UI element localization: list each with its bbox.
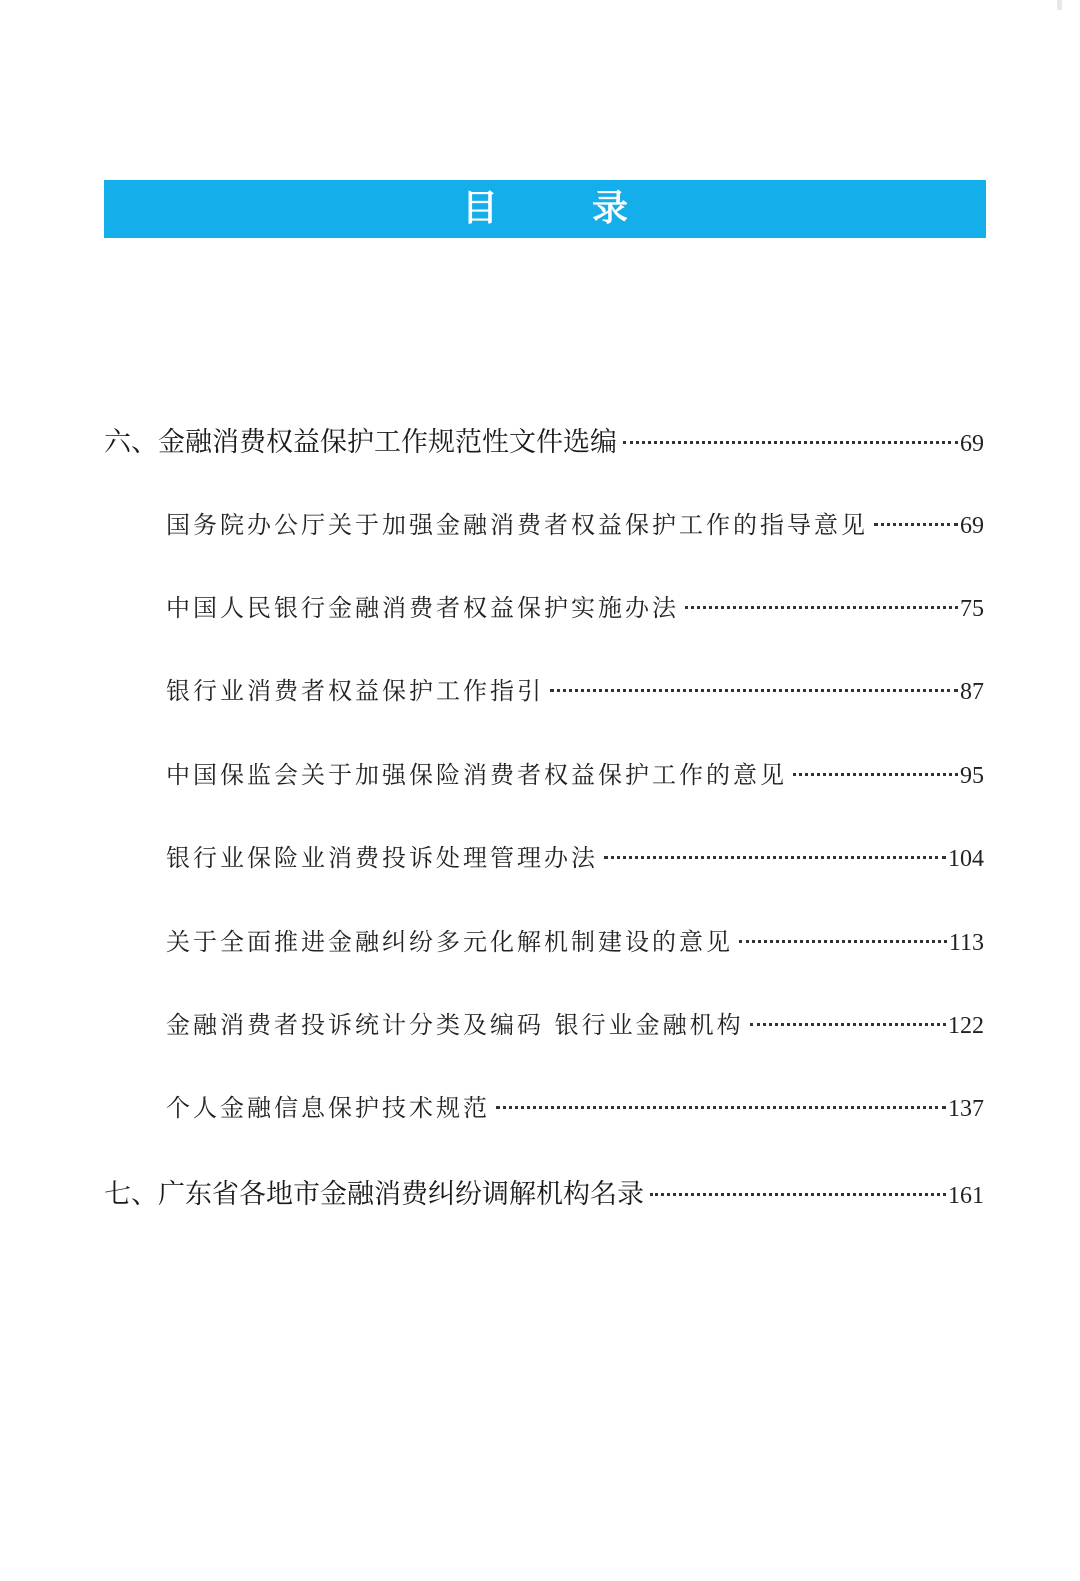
toc-title-bar [104,180,986,238]
toc-dot-leader [604,856,946,859]
toc-entry-label: 七、广东省各地市金融消费纠纷调解机构名录 [104,1179,644,1210]
toc-entry[interactable] [166,588,984,628]
toc-entry[interactable] [166,838,984,878]
page-corner-mark [1057,0,1062,10]
toc-dot-leader [550,689,958,692]
toc-dot-leader [874,523,958,526]
toc-entry[interactable] [166,755,984,795]
toc-dot-leader [750,1023,946,1026]
toc-page-number: 87 [960,679,984,705]
toc-page-number: 104 [948,846,984,872]
toc-page-number: 69 [960,513,984,539]
toc-dot-leader [623,441,958,444]
toc-entry[interactable] [166,1005,984,1045]
toc-page-number: 122 [948,1013,984,1039]
toc-entry-label: 个人金融信息保护技术规范 [166,1094,490,1122]
toc-page-number: 69 [960,431,984,457]
toc-entry-section-7[interactable] [104,1172,984,1212]
toc-entry-label: 金融消费者投诉统计分类及编码 银行业金融机构 [166,1011,744,1039]
toc-page-number: 113 [948,930,984,956]
toc-entry-label: 中国保监会关于加强保险消费者权益保护工作的意见 [166,761,787,789]
toc-entry[interactable] [166,922,984,962]
toc-entry[interactable] [166,505,984,545]
toc-entry-section-6[interactable] [104,420,984,460]
toc-dot-leader [496,1106,946,1109]
toc-page-number: 75 [960,596,984,622]
toc-dot-leader [793,773,958,776]
toc-entry-label: 中国人民银行金融消费者权益保护实施办法 [166,594,679,622]
toc-entry-label: 银行业保险业消费投诉处理管理办法 [166,844,598,872]
toc-entry-label: 关于全面推进金融纠纷多元化解机制建设的意见 [166,928,733,956]
toc-entry[interactable] [166,1088,984,1128]
toc-dot-leader [739,940,947,943]
toc-dot-leader [650,1193,946,1196]
toc-title-char-1: 目 [461,188,498,229]
toc-entry-label: 国务院办公厅关于加强金融消费者权益保护工作的指导意见 [166,511,868,539]
toc-entry[interactable] [166,671,984,711]
toc-page-number: 95 [960,763,984,789]
toc-title-char-2: 录 [592,188,629,229]
toc-entry-label: 银行业消费者权益保护工作指引 [166,677,544,705]
toc-page-number: 161 [948,1183,984,1209]
toc-dot-leader [685,606,958,609]
toc-page-number: 137 [948,1096,984,1122]
toc-entry-label: 六、金融消费权益保护工作规范性文件选编 [104,427,617,458]
